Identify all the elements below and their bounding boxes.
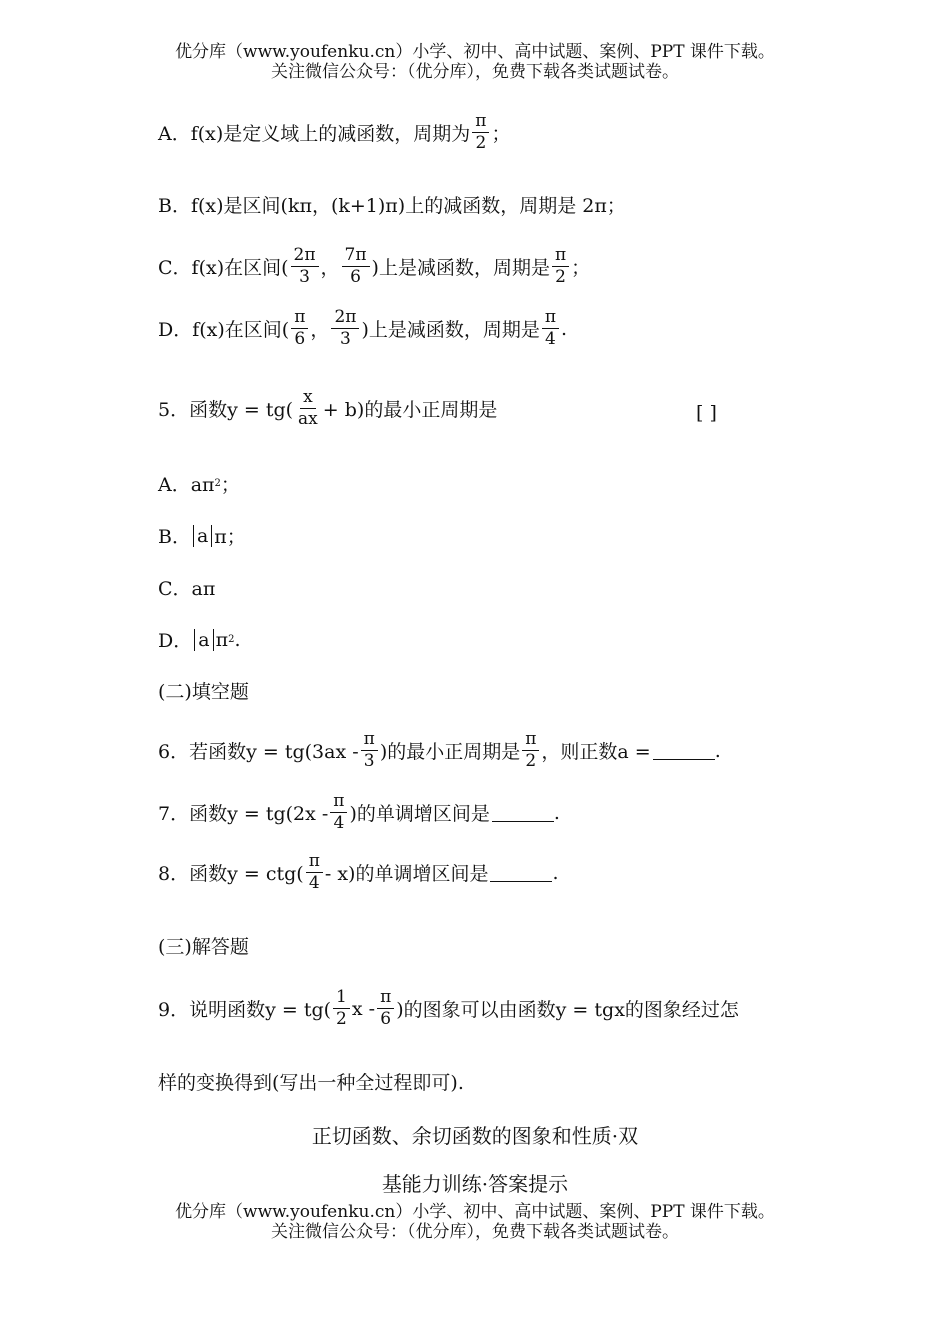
- fraction: $\frac{\pi}{4}$: [306, 852, 323, 893]
- q4-option-b: B．f(x)是区间(kπ，(k+1)π)上的减函数，周期是 2π；: [158, 195, 626, 217]
- section-answer: (三)解答题: [158, 936, 249, 958]
- fraction: $\frac{\pi}{4}$: [542, 308, 559, 349]
- fraction: $\frac{2\pi}{3}$: [331, 308, 359, 349]
- fraction: $\frac{x}{ax}$: [298, 387, 318, 429]
- question-9: 9．说明函数y = tg( $\frac{1}{2}$ x - $\frac{\pi}{6}$ )的图象可以由函数y = tgx的图象经过怎: [158, 987, 739, 1029]
- fraction: $\frac{\pi}{4}$: [330, 792, 347, 833]
- page-footer: [0, 1202, 950, 1242]
- answer-bracket: [ ]: [696, 402, 717, 424]
- footer-line-2: 关注微信公众号：（优分库），免费下载各类试题试卷。: [271, 1222, 679, 1242]
- q5-option-b: B． a π；: [158, 524, 246, 548]
- fraction: $\frac{\pi}{2}$: [522, 730, 539, 771]
- answer-title-line-1: 正切函数、余切函数的图象和性质·双: [311, 1124, 639, 1148]
- page-header: [0, 42, 950, 82]
- fraction: $\frac{7\pi}{6}$: [342, 246, 370, 287]
- question-8: 8．函数y = ctg( $\frac{\pi}{4}$ - x)的单调增区间是 .: [158, 851, 559, 893]
- fraction: $\frac{\pi}{6}$: [377, 988, 394, 1029]
- q4-option-a: A．f(x)是定义域上的减函数，周期为 $\frac{\pi}{2}$ ；: [158, 111, 511, 153]
- answer-blank[interactable]: [653, 741, 715, 760]
- q5-option-a: A．aπ 2 ；: [158, 474, 240, 496]
- header-line-2: 关注微信公众号：（优分库），免费下载各类试题试卷。: [271, 62, 679, 82]
- question-6: 6．若函数y = tg(3ax - $\frac{\pi}{3}$ )的最小正周期是 $\frac{\pi}{2}$ ，则正数a = .: [158, 729, 721, 771]
- question-9-continued: 样的变换得到(写出一种全过程即可).: [158, 1072, 464, 1094]
- q5-option-c: C．aπ: [158, 578, 216, 600]
- question-5: 5．函数y = tg( $\frac{x}{ax}$ + b)的最小正周期是: [158, 387, 498, 429]
- footer-line-1: 优分库（www.youfenku.cn）小学、初中、高中试题、案例、PPT 课件下载。: [175, 1202, 775, 1222]
- q5-option-d: D． a π 2 .: [158, 628, 241, 652]
- fraction: $\frac{\pi}{3}$: [361, 730, 378, 771]
- answer-blank[interactable]: [490, 863, 552, 882]
- question-7: 7．函数y = tg(2x - $\frac{\pi}{4}$ )的单调增区间是 .: [158, 791, 560, 833]
- answer-title-line-2: 基能力训练·答案提示: [381, 1172, 569, 1196]
- fraction: $\frac{\pi}{2}$: [472, 112, 489, 153]
- section-fill-in: (二)填空题: [158, 681, 249, 703]
- fraction: $\frac{\pi}{6}$: [291, 308, 308, 349]
- answer-blank[interactable]: [492, 803, 554, 822]
- fraction: $\frac{2\pi}{3}$: [291, 246, 319, 287]
- header-line-1: 优分库（www.youfenku.cn）小学、初中、高中试题、案例、PPT 课件下载。: [175, 42, 775, 62]
- fraction: $\frac{\pi}{2}$: [552, 246, 569, 287]
- q4-option-c: C．f(x)在区间( $\frac{2\pi}{3}$ ， $\frac{7\pi}{6}$ )上是减函数，周期是 $\frac{\pi}{2}$ ；: [158, 245, 591, 287]
- q4-option-d: D．f(x)在区间( $\frac{\pi}{6}$ ， $\frac{2\pi}{3}$ )上是减函数，周期是 $\frac{\pi}{4}$ .: [158, 307, 568, 349]
- fraction: $\frac{1}{2}$: [333, 988, 350, 1029]
